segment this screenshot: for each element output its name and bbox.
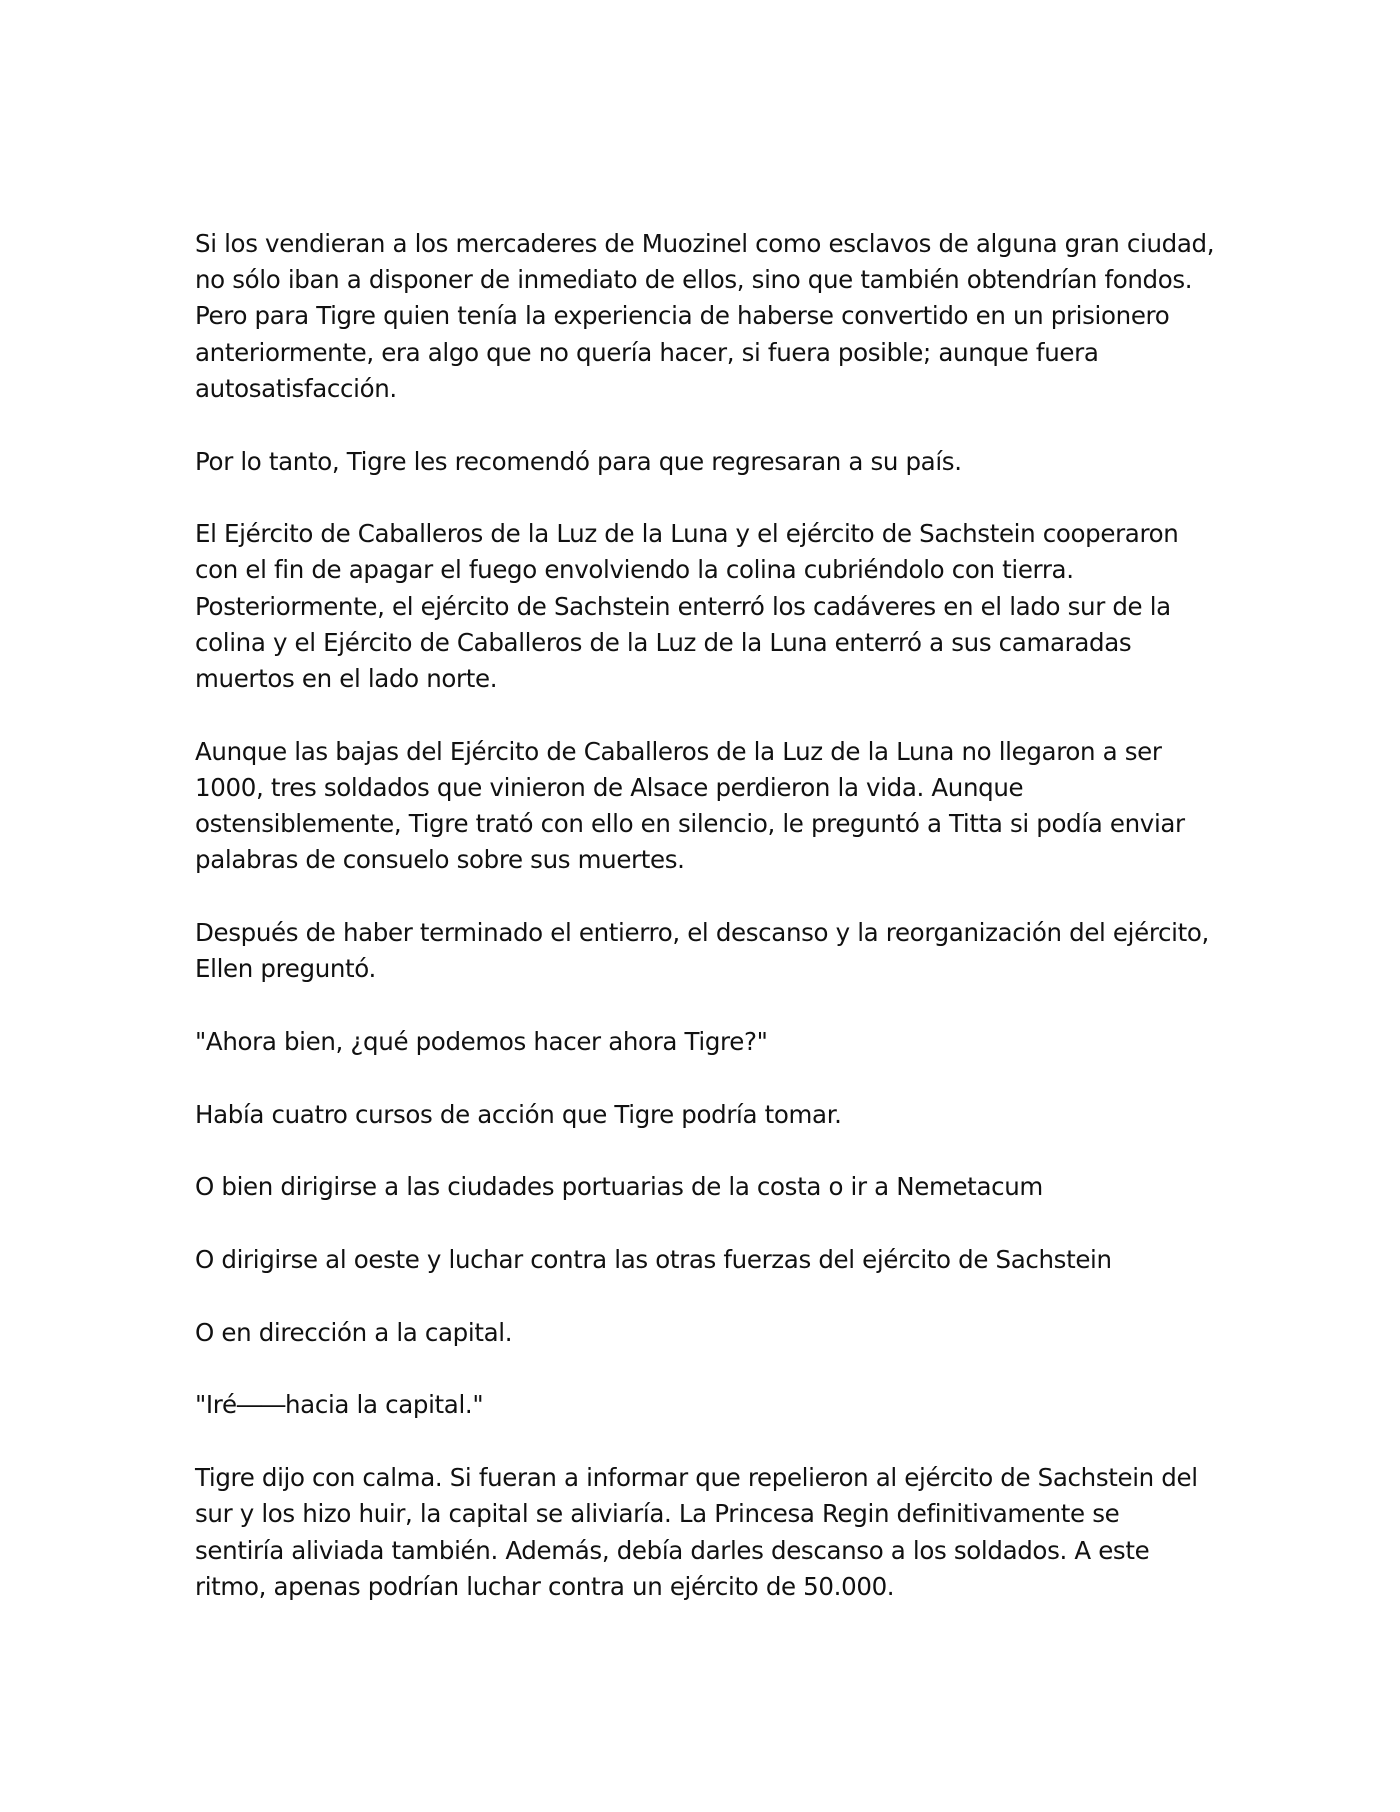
paragraph-12: Tigre dijo con calma. Si fueran a informar que repelieron al ejército de Sachstein del sur y los hizo huir, la capital se aliviaría. La Princesa Regin definitivamente se sentiría aliviada también. Además, debía darles descanso a los soldados. A este ritmo, apenas podrían luchar contra un ejército de 50.000. [195,1463,1198,1601]
paragraph-8: O bien dirigirse a las ciudades portuarias de la costa o ir a Nemetacum [195,1172,1043,1202]
paragraph-9: O dirigirse al oeste y luchar contra las otras fuerzas del ejército de Sachstein [195,1245,1112,1275]
paragraph-6: "Ahora bien, ¿qué podemos hacer ahora Tigre?" [195,1026,768,1056]
paragraph-1: Si los vendieran a los mercaderes de Muozinel como esclavos de alguna gran ciudad, no sólo iban a disponer de inmediato de ellos, sino que también obtendrían fondos. Pero para Tigre quien tenía la experiencia de haberse convertido en un prisionero anteriormente, era algo que no quería hacer, si fuera posible; aunque fuera autosatisfacción. [195,229,1215,403]
paragraph-2: Por lo tanto, Tigre les recomendó para que regresaran a su país. [195,446,962,476]
paragraph-5: Después de haber terminado el entierro, el descanso y la reorganización del ejército, Ellen preguntó. [195,918,1209,984]
paragraph-3: El Ejército de Caballeros de la Luz de la Luna y el ejército de Sachstein cooperaron con el fin de apagar el fuego envolviendo la colina cubriéndolo con tierra. Posteriormente, el ejército de Sachstein enterró los cadáveres en el lado sur de la colina y el Ejército de Caballeros de la Luz de la Luna enterró a sus camaradas muertos en el lado norte. [195,519,1179,694]
document-page [195,226,1215,1641]
paragraph-11: "Iré――hacia la capital." [195,1390,484,1420]
paragraph-10: O en dirección a la capital. [195,1317,513,1347]
paragraph-4: Aunque las bajas del Ejército de Caballeros de la Luz de la Luna no llegaron a ser 1000, tres soldados que vinieron de Alsace perdieron la vida. Aunque ostensiblemente, Tigre trató con ello en silencio, le preguntó a Titta si podía enviar palabras de consuelo sobre sus muertes. [195,736,1185,875]
paragraph-7: Había cuatro cursos de acción que Tigre podría tomar. [195,1099,842,1129]
